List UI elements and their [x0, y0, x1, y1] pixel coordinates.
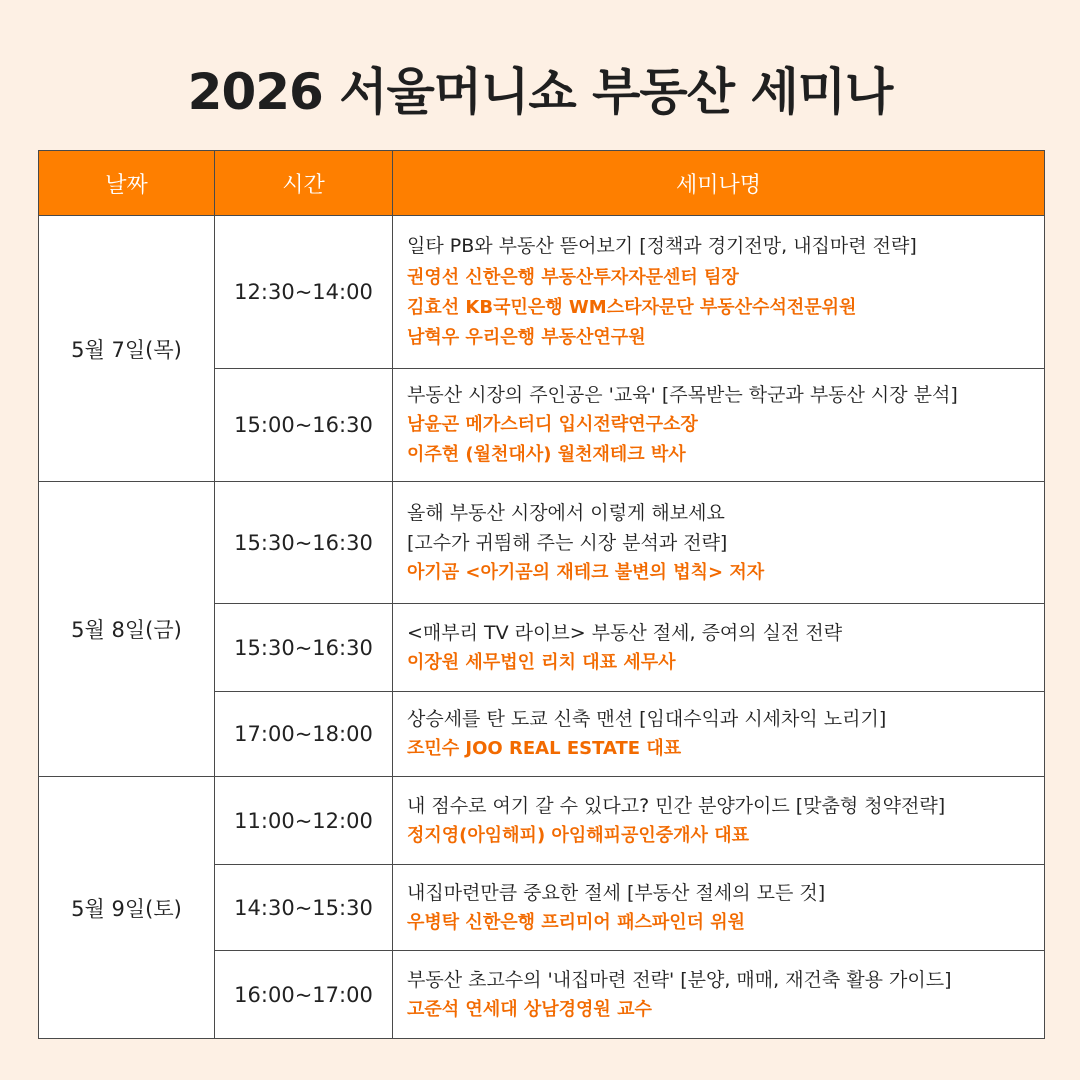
header-time: 시간: [215, 151, 393, 216]
table-body: [39, 216, 1045, 1039]
seminar-title: 부동산 초고수의 '내집마련 전략' [분양, 매매, 재건축 활용 가이드]: [407, 968, 952, 991]
seminar-schedule-table: [38, 150, 1045, 1039]
table-row: [39, 777, 1045, 865]
date-cell: 5월 7일(목): [39, 216, 215, 482]
time-cell: 16:00~17:00: [215, 951, 393, 1039]
time-cell: 17:00~18:00: [215, 692, 393, 777]
speaker: 조민수 JOO REAL ESTATE 대표: [407, 738, 682, 759]
speaker: 권영선 신한은행 부동산투자자문센터 팀장: [407, 267, 739, 288]
time-cell: 14:30~15:30: [215, 865, 393, 951]
page-title: 2026 서울머니쇼 부동산 세미나: [187, 63, 893, 121]
seminar-title: <매부리 TV 라이브> 부동산 절세, 증여의 실전 전략: [407, 621, 843, 644]
table-header-row: [39, 151, 1045, 216]
time-cell: 11:00~12:00: [215, 777, 393, 865]
seminar-title: 부동산 시장의 주인공은 '교육' [주목받는 학군과 부동산 시장 분석]: [407, 384, 958, 406]
time-cell: 12:30~14:00: [215, 216, 393, 369]
seminar-title: 상승세를 탄 도쿄 신축 맨션 [임대수익과 시세차익 노리기]: [407, 708, 887, 730]
seminar-cell: [393, 216, 1045, 369]
time-cell: 15:30~16:30: [215, 604, 393, 692]
seminar-title: [고수가 귀띔해 주는 시장 분석과 전략]: [407, 531, 728, 554]
speaker: 아기곰 <아기곰의 재테크 불변의 법칙> 저자: [407, 561, 765, 583]
speaker: 고준석 연세대 상남경영원 교수: [407, 998, 652, 1020]
seminar-cell: [393, 865, 1045, 951]
time-cell: 15:00~16:30: [215, 369, 393, 482]
speaker: 이주현 (월천대사) 월천재테크 박사: [407, 444, 686, 465]
table-row: [39, 482, 1045, 604]
seminar-title: 일타 PB와 부동산 뜯어보기 [정책과 경기전망, 내집마련 전략]: [407, 235, 917, 257]
header-date: 날짜: [39, 151, 215, 216]
seminar-title: 올해 부동산 시장에서 이렇게 해보세요: [407, 501, 725, 524]
speaker: 정지영(아임해피) 아임해피공인중개사 대표: [407, 824, 749, 846]
time-cell: 15:30~16:30: [215, 482, 393, 604]
speaker: 우병탁 신한은행 프리미어 패스파인더 위원: [407, 911, 746, 933]
seminar-title: 내 점수로 여기 갈 수 있다고? 민간 분양가이드 [맞춤형 청약전략]: [407, 794, 946, 817]
speaker: 남윤곤 메가스터디 입시전략연구소장: [407, 414, 698, 435]
seminar-cell: [393, 482, 1045, 604]
table-row: [39, 216, 1045, 369]
seminar-cell: [393, 777, 1045, 865]
speaker: 김효선 KB국민은행 WM스타자문단 부동산수석전문위원: [407, 297, 857, 318]
header-seminar-name: 세미나명: [393, 151, 1045, 216]
date-cell: 5월 9일(토): [39, 777, 215, 1039]
seminar-cell: [393, 604, 1045, 692]
seminar-cell: [393, 369, 1045, 482]
speaker: 남혁우 우리은행 부동산연구원: [407, 327, 646, 348]
seminar-cell: [393, 951, 1045, 1039]
seminar-cell: [393, 692, 1045, 777]
date-cell: 5월 8일(금): [39, 482, 215, 777]
seminar-title: 내집마련만큼 중요한 절세 [부동산 절세의 모든 것]: [407, 881, 826, 904]
speaker: 이장원 세무법인 리치 대표 세무사: [407, 651, 676, 673]
